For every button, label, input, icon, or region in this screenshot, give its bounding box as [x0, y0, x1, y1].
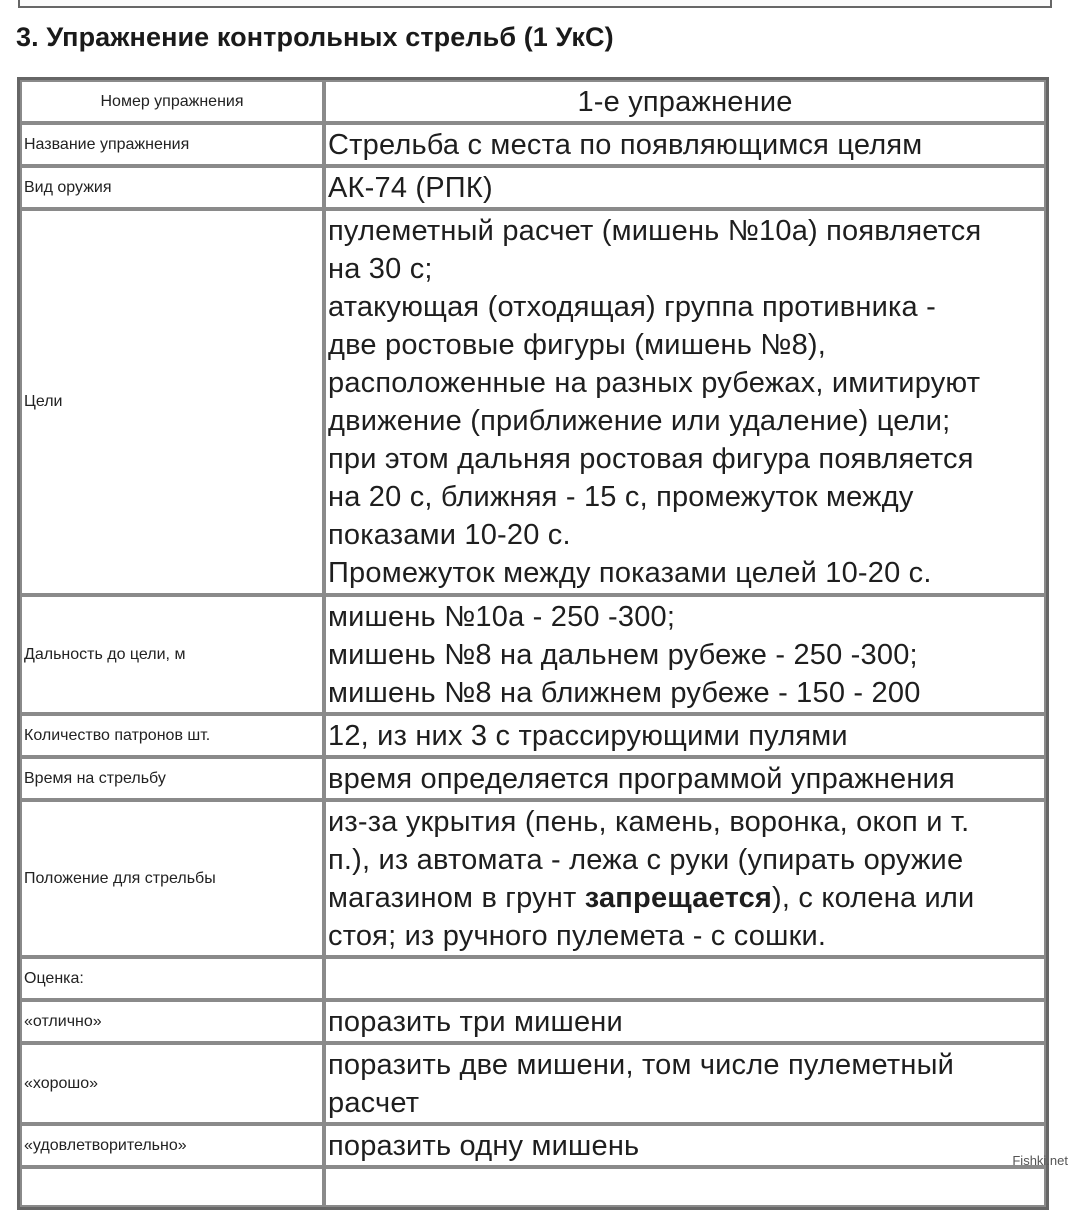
table-row: [20, 80, 1046, 123]
value-line: мишень №8 на дальнем рубеже - 250 -300;: [328, 638, 918, 671]
value-line: Стрельба с места по появляющимся целям: [328, 128, 923, 161]
row-value: [324, 800, 1046, 957]
value-line: расчет: [328, 1086, 420, 1119]
value-line: при этом дальняя ростовая фигура появляется: [328, 443, 974, 475]
row-value: [324, 123, 1046, 166]
table-row: [20, 595, 1046, 714]
value-line: атакующая (отходящая) группа противника -: [328, 291, 936, 323]
row-label: Положение для стрельбы: [20, 800, 324, 957]
row-value: [324, 1000, 1046, 1043]
value-line: поразить две мишени, том числе пулеметный: [328, 1048, 955, 1081]
value-line: Промежуток между показами целей 10-20 с.: [328, 557, 932, 589]
row-label: «отлично»: [20, 1000, 324, 1043]
table-row: [20, 209, 1046, 595]
row-value: [324, 166, 1046, 209]
row-value: [324, 714, 1046, 757]
row-label-cut: [20, 1167, 324, 1207]
value-line: из-за укрытия (пень, камень, воронка, окоп и т.: [328, 805, 970, 838]
value-line: время определяется программой упражнения: [328, 762, 955, 795]
value-text: ), с колена или: [772, 881, 975, 914]
table-row: [20, 957, 1046, 1000]
value-line: расположенные на разных рубежах, имитируют: [328, 367, 981, 399]
value-line: 12, из них 3 с трассирующими пулями: [328, 719, 848, 752]
value-line: две ростовые фигуры (мишень №8),: [328, 329, 827, 361]
table-row: [20, 166, 1046, 209]
table-row: [20, 1000, 1046, 1043]
value-line: [328, 879, 1042, 917]
table-row: [20, 1043, 1046, 1124]
row-label: Цели: [20, 209, 324, 595]
value-line: мишень №8 на ближнем рубеже - 150 - 200: [328, 676, 921, 709]
value-line: на 20 с, ближняя - 15 с, промежуток между: [328, 481, 914, 513]
row-value: [324, 1124, 1046, 1167]
value-text: магазином в грунт: [328, 881, 585, 914]
prohibited-emphasis: запрещается: [584, 881, 773, 914]
previous-table-edge: [18, 0, 1052, 8]
value-line: на 30 с;: [328, 253, 433, 285]
value-line: АК-74 (РПК): [328, 171, 493, 204]
value-line: стоя; из ручного пулемета - с сошки.: [328, 919, 827, 952]
row-label: Время на стрельбу: [20, 757, 324, 800]
exercise-number-label: Номер упражнения: [20, 80, 324, 123]
row-label: Дальность до цели, м: [20, 595, 324, 714]
table-row: [20, 1124, 1046, 1167]
watermark: Fishki.net: [1012, 1153, 1068, 1168]
table-row: [20, 714, 1046, 757]
section-heading: 3. Упражнение контрольных стрельб (1 УкС): [16, 22, 614, 52]
row-value: [324, 595, 1046, 714]
row-label: Вид оружия: [20, 166, 324, 209]
row-label: «хорошо»: [20, 1043, 324, 1124]
value-line: мишень №10а - 250 -300;: [328, 600, 676, 633]
row-value: [324, 757, 1046, 800]
exercise-table: [17, 77, 1049, 1210]
row-value-cut: [324, 1167, 1046, 1207]
value-line: пулеметный расчет (мишень №10а) появляется: [328, 215, 982, 247]
row-label: Оценка:: [20, 957, 324, 1000]
table-row: [20, 757, 1046, 800]
row-value: [324, 1043, 1046, 1124]
table-row: [20, 800, 1046, 957]
value-line: п.), из автомата - лежа с руки (упирать оружие: [328, 843, 964, 876]
value-line: поразить одну мишень: [328, 1129, 640, 1162]
row-label: Количество патронов шт.: [20, 714, 324, 757]
table-row-partial: [20, 1167, 1046, 1207]
value-line: движение (приближение или удаление) цели;: [328, 405, 951, 437]
row-label: Название упражнения: [20, 123, 324, 166]
row-value-empty: [324, 957, 1046, 1000]
row-label: «удовлетворительно»: [20, 1124, 324, 1167]
value-line: поразить три мишени: [328, 1005, 623, 1038]
table-row: [20, 123, 1046, 166]
row-value: [324, 209, 1046, 595]
exercise-number-value: 1-е упражнение: [324, 80, 1046, 123]
value-line: показами 10-20 с.: [328, 519, 571, 551]
